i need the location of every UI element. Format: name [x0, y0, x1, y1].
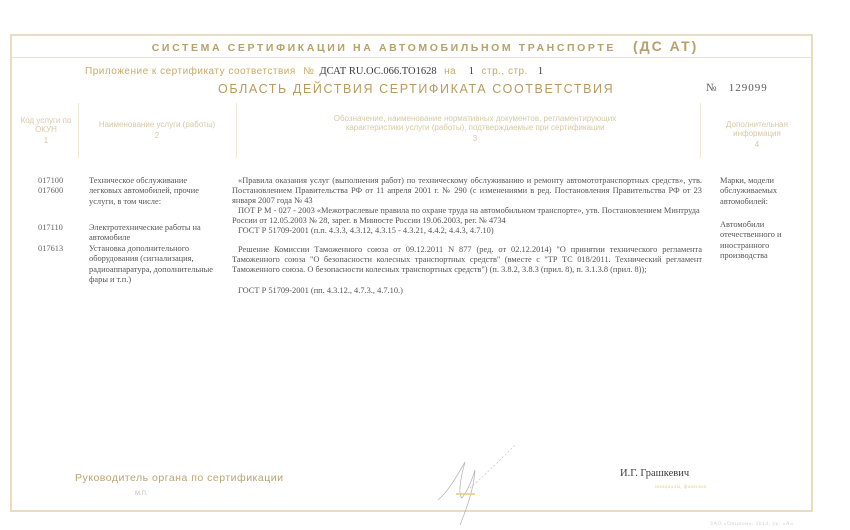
additional-info: Автомобили отечественного и иностранного производства — [720, 220, 782, 261]
signature-icon — [430, 440, 530, 530]
column-header-code — [18, 116, 74, 145]
on-label: на — [444, 66, 457, 77]
service-name: Установка дополнительного оборудования (сигнализация, радиоаппаратура, дополнительные фары и т.п.) — [89, 244, 213, 285]
column-divider — [78, 103, 79, 158]
signatory-name: И.Г. Грашкевич — [620, 468, 690, 479]
signatory-caption: инициалы, фамилия — [655, 485, 707, 490]
system-title — [0, 38, 850, 54]
column-divider — [236, 103, 237, 158]
page-current: 1 — [537, 66, 544, 77]
service-name: Техническое обслуживание легковых автомобилей, прочие услуги, в том числе: — [89, 176, 199, 206]
print-note: ЗАО «Опцион», 2014, ур. «А» — [710, 521, 794, 527]
column-number: 2 — [154, 131, 160, 140]
column-header-label: Дополнительная информация — [726, 120, 788, 138]
scope-title: ОБЛАСТЬ ДЕЙСТВИЯ СЕРТИФИКАТА СООТВЕТСТВИЯ — [218, 82, 615, 96]
normative-document: ГОСТ Р 51709-2001 (пп. 4.3.12., 4.7.3., 4.7.10.) — [238, 286, 403, 295]
column-number: 4 — [754, 140, 760, 149]
service-name: Электротехнические работы на автомобиле — [89, 223, 201, 243]
form-number — [706, 82, 768, 94]
stamp-label: М.П. — [135, 491, 148, 497]
appendix-label: Приложение к сертификату соответствия — [85, 66, 296, 77]
normative-document: Решение Комиссии Таможенного союза от 09.12.2011 N 877 (ред. от 02.12.2014) "О принятии технического регламента Таможенного союза "О безопасности колесных транспортных средств" (вместе с "ТР ТС 018/2011. Технический регламент Таможенного союза. О безопасности колесных транспортных средств") (п. 3.8.2, 3.8.3 (прил. 8), п. 3.1.3.8 (прил. 8)); — [232, 245, 702, 274]
normative-document: ПОТ Р М - 027 - 2003 «Межотраслевые правила по охране труда на автомобильном транспорте», утв. Постановлением Минтруда России от 12.05.2003 № 28, зарег. в Минюсте России 19.06.2003, рег. № 4734 — [232, 206, 700, 225]
pages-total: 1 — [468, 66, 474, 77]
service-code: 017600 — [38, 186, 64, 195]
certificate-number: ДСАТ RU.ОС.066.ТО1628 — [319, 66, 437, 77]
normative-document: «Правила оказания услуг (выполнения работ) по техническому обслуживанию и ремонту автомототранспортных средств», утв. Постановлением Правительства РФ от 11 апреля 2001 г. № 290 (с изменениями в ред. Постановления Правительства РФ от 23 января 2007 года № 43 — [232, 176, 702, 205]
column-header-service — [92, 120, 222, 140]
column-header-label: Код услуги по ОКУН — [20, 116, 72, 134]
system-abbr: (ДС АТ) — [632, 38, 699, 54]
normative-document: ГОСТ Р 51709-2001 (п.п. 4.3.3, 4.3.12, 4.3.15 - 4.3.21, 4.4.2, 4.4.3, 4.7.10) — [238, 226, 494, 235]
column-header-label: Наименование услуги (работы) — [98, 120, 216, 129]
number-sign: № — [303, 66, 315, 77]
column-divider — [700, 103, 701, 158]
column-number: 3 — [472, 134, 478, 143]
pages-label: стр., стр. — [481, 66, 528, 77]
signatory-role: Руководитель органа по сертификации — [75, 472, 284, 484]
form-number-label: № — [706, 82, 718, 94]
column-header-info — [712, 120, 802, 149]
service-code: 017100 — [38, 176, 64, 185]
service-code: 017613 — [38, 244, 64, 253]
header-divider — [12, 57, 811, 58]
appendix-line — [85, 66, 543, 77]
service-code: 017110 — [38, 223, 63, 232]
form-number-value: 129099 — [728, 82, 768, 94]
column-header-documents — [330, 114, 620, 143]
additional-info: Марки, модели обслуживаемых автомобилей: — [720, 176, 778, 206]
column-number: 1 — [43, 136, 49, 145]
system-title-text: СИСТЕМА СЕРТИФИКАЦИИ НА АВТОМОБИЛЬНОМ ТРАНСПОРТЕ — [151, 42, 616, 54]
column-header-label: Обозначение, наименование нормативных документов, регламентирующих характеристики услуги (работы), подтверждаемые при сертификации — [333, 114, 617, 132]
